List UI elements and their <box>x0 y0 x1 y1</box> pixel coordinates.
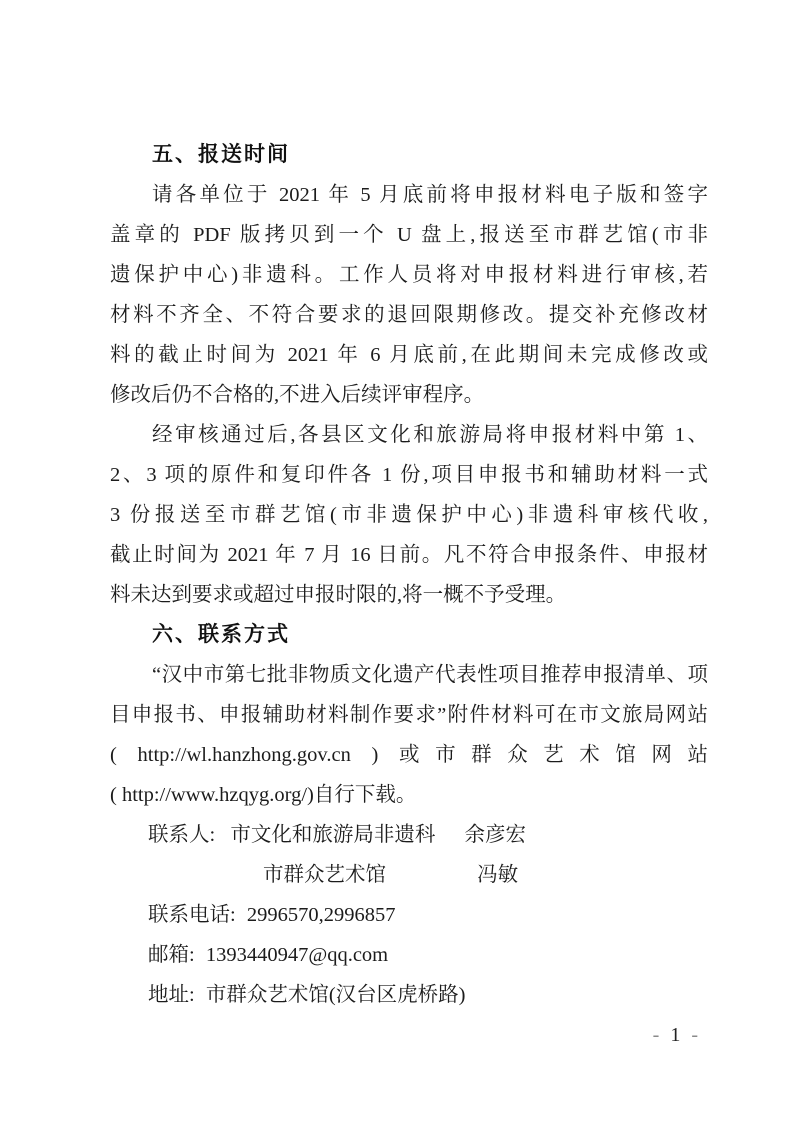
section-heading-contact-info: 六、联系方式 <box>152 623 290 646</box>
text-line: 目申报书、申报辅助材料制作要求”附件材料可在市文旅局网站 <box>110 704 708 726</box>
contact-person-label: 联系人: <box>148 824 216 846</box>
text-line: 截止时间为 2021 年 7 月 16 日前。凡不符合申报条件、申报材 <box>110 544 708 566</box>
footer-page-number: 1 <box>670 1024 681 1046</box>
contact-phone-label: 联系电话: <box>148 904 236 926</box>
text-line: “汉中市第七批非物质文化遗产代表性项目推荐申报清单、项 <box>152 664 708 686</box>
text-line: 经审核通过后,各县区文化和旅游局将申报材料中第 1、 <box>152 424 708 446</box>
paragraph-submission-2 <box>110 415 708 615</box>
contact-person-name-2: 冯敏 <box>477 864 519 886</box>
contact-phone-line <box>110 895 708 935</box>
footer-dash-left: - <box>652 1024 660 1046</box>
text-line: 请各单位于 2021 年 5 月底前将申报材料电子版和签字 <box>152 184 708 206</box>
contact-email-line <box>110 935 708 975</box>
contact-address-line <box>110 975 708 1015</box>
contact-person-org-1: 市文化和旅游局非遗科 <box>230 824 436 846</box>
contact-person-line-2 <box>110 855 708 895</box>
contact-person-org-2: 市群众艺术馆 <box>263 864 386 886</box>
page-number-footer <box>642 1020 709 1050</box>
paragraph-contact-download <box>110 655 708 815</box>
contact-email-label: 邮箱: <box>148 944 195 966</box>
text-line: 3 份报送至市群艺馆(市非遗保护中心)非遗科审核代收, <box>110 504 708 526</box>
paragraph-submission-1 <box>110 175 708 415</box>
text-line: ( http://www.hzqyg.org/)自行下载。 <box>110 784 417 806</box>
contact-person-line <box>110 815 708 855</box>
text-line: ( http://wl.hanzhong.gov.cn ) 或市群众艺术馆网站 <box>110 744 708 766</box>
text-line: 材料不齐全、不符合要求的退回限期修改。提交补充修改材 <box>110 304 708 326</box>
contact-address-value: 市群众艺术馆(汉台区虎桥路) <box>205 984 466 1006</box>
contact-person-name-1: 余彦宏 <box>464 824 526 846</box>
text-line: 遗保护中心)非遗科。工作人员将对申报材料进行审核,若 <box>110 264 708 286</box>
text-line: 料未达到要求或超过申报时限的,将一概不予受理。 <box>110 584 567 606</box>
contact-address-label: 地址: <box>148 984 195 1006</box>
text-line: 修改后仍不合格的,不进入后续评审程序。 <box>110 384 485 406</box>
document-content <box>110 135 708 1015</box>
footer-dash-right: - <box>691 1024 698 1046</box>
section-heading-submission-time: 五、报送时间 <box>152 143 290 166</box>
text-line: 料的截止时间为 2021 年 6 月底前,在此期间未完成修改或 <box>110 344 708 366</box>
contact-phone-value: 2996570,2996857 <box>246 904 396 926</box>
text-line: 2、3 项的原件和复印件各 1 份,项目申报书和辅助材料一式 <box>110 464 708 486</box>
contact-email-value: 1393440947@qq.com <box>205 944 389 966</box>
text-line: 盖章的 PDF 版拷贝到一个 U 盘上,报送至市群艺馆(市非 <box>110 224 708 246</box>
